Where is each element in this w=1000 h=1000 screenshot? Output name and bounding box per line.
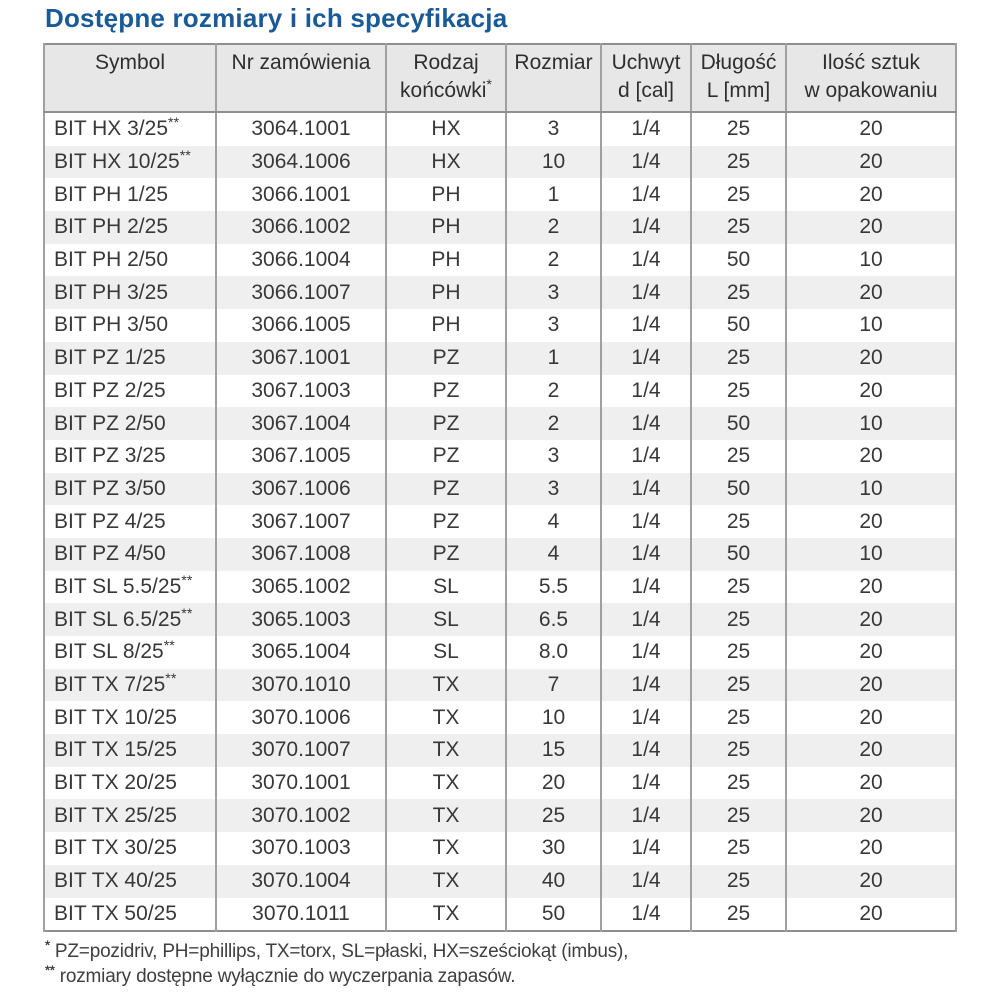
- cell-symbol: BIT TX 10/25: [44, 701, 216, 734]
- cell-size: 10: [506, 701, 601, 734]
- cell-size: 2: [506, 211, 601, 244]
- column-header-tip-type: [386, 44, 506, 112]
- cell-length: 25: [691, 799, 786, 832]
- cell-quantity: 10: [786, 473, 956, 506]
- footnote-1-marker: *: [45, 937, 50, 953]
- cell-length: 25: [691, 603, 786, 636]
- cell-order-number: 3070.1010: [216, 669, 386, 702]
- column-header-tip-type-line1: Rodzaj: [413, 51, 479, 74]
- table-row: [44, 603, 956, 636]
- cell-symbol: BIT TX 40/25: [44, 865, 216, 898]
- cell-symbol: BIT TX 20/25: [44, 767, 216, 800]
- cell-drive: 1/4: [601, 865, 691, 898]
- cell-length: 50: [691, 244, 786, 277]
- cell-quantity: 20: [786, 342, 956, 375]
- cell-length: 25: [691, 767, 786, 800]
- cell-symbol: BIT PZ 2/25: [44, 375, 216, 408]
- cell-symbol-footnote-marker: **: [168, 115, 180, 132]
- cell-drive: 1/4: [601, 799, 691, 832]
- cell-tip-type: TX: [386, 734, 506, 767]
- cell-tip-type: PH: [386, 211, 506, 244]
- column-header-symbol-line1: Symbol: [94, 51, 166, 74]
- table-row: [44, 636, 956, 669]
- column-header-drive-line1: Uchwyt: [611, 51, 681, 74]
- cell-length: 25: [691, 636, 786, 669]
- table-row: [44, 832, 956, 865]
- cell-length: 25: [691, 112, 786, 146]
- cell-size: 40: [506, 865, 601, 898]
- column-header-quantity-line2: w opakowaniu: [804, 79, 938, 102]
- cell-size: 2: [506, 244, 601, 277]
- cell-size: 50: [506, 898, 601, 932]
- cell-symbol: BIT TX 30/25: [44, 832, 216, 865]
- cell-order-number: 3067.1003: [216, 375, 386, 408]
- cell-quantity: 20: [786, 636, 956, 669]
- cell-tip-type: HX: [386, 112, 506, 146]
- cell-tip-type: SL: [386, 636, 506, 669]
- cell-quantity: 20: [786, 701, 956, 734]
- cell-length: 25: [691, 440, 786, 473]
- cell-symbol: BIT TX 25/25: [44, 799, 216, 832]
- footnote-2: [45, 964, 1000, 989]
- cell-quantity: 20: [786, 799, 956, 832]
- cell-order-number: 3070.1006: [216, 701, 386, 734]
- cell-size: 6.5: [506, 603, 601, 636]
- cell-quantity: 20: [786, 734, 956, 767]
- cell-length: 50: [691, 473, 786, 506]
- cell-drive: 1/4: [601, 636, 691, 669]
- cell-drive: 1/4: [601, 505, 691, 538]
- table-header-row: [44, 44, 956, 112]
- cell-drive: 1/4: [601, 178, 691, 211]
- cell-drive: 1/4: [601, 603, 691, 636]
- column-header-size-line1: Rozmiar: [514, 51, 593, 74]
- cell-symbol: BIT TX 7/25**: [44, 669, 216, 702]
- cell-drive: 1/4: [601, 701, 691, 734]
- cell-tip-type: TX: [386, 669, 506, 702]
- cell-quantity: 20: [786, 669, 956, 702]
- cell-size: 2: [506, 375, 601, 408]
- cell-size: 1: [506, 342, 601, 375]
- footnote-1-text: PZ=pozidriv, PH=phillips, TX=torx, SL=płaski, HX=sześciokąt (imbus),: [54, 941, 629, 963]
- cell-quantity: 20: [786, 832, 956, 865]
- cell-quantity: 20: [786, 865, 956, 898]
- cell-symbol: BIT PH 1/25: [44, 178, 216, 211]
- table-row: [44, 571, 956, 604]
- table-row: [44, 309, 956, 342]
- cell-drive: 1/4: [601, 734, 691, 767]
- cell-symbol-footnote-marker: **: [181, 572, 193, 589]
- cell-symbol: BIT HX 3/25**: [44, 112, 216, 146]
- table-row: [44, 112, 956, 146]
- cell-symbol: BIT PZ 4/50: [44, 538, 216, 571]
- cell-size: 3: [506, 440, 601, 473]
- cell-length: 25: [691, 178, 786, 211]
- cell-quantity: 20: [786, 505, 956, 538]
- cell-order-number: 3065.1002: [216, 571, 386, 604]
- cell-quantity: 10: [786, 309, 956, 342]
- cell-drive: 1/4: [601, 767, 691, 800]
- cell-size: 2: [506, 407, 601, 440]
- cell-length: 50: [691, 309, 786, 342]
- table-row: [44, 146, 956, 179]
- cell-size: 5.5: [506, 571, 601, 604]
- table-header: [44, 44, 956, 112]
- cell-size: 10: [506, 146, 601, 179]
- cell-symbol: BIT SL 6.5/25**: [44, 603, 216, 636]
- table-row: [44, 538, 956, 571]
- cell-size: 3: [506, 473, 601, 506]
- cell-tip-type: HX: [386, 146, 506, 179]
- cell-quantity: 20: [786, 440, 956, 473]
- cell-length: 50: [691, 407, 786, 440]
- cell-drive: 1/4: [601, 112, 691, 146]
- cell-symbol: BIT TX 50/25: [44, 898, 216, 932]
- cell-size: 3: [506, 309, 601, 342]
- column-header-order-no-line1: Nr zamówienia: [231, 51, 371, 74]
- column-header-length-line1: Długość: [700, 51, 777, 74]
- cell-length: 25: [691, 276, 786, 309]
- cell-quantity: 20: [786, 571, 956, 604]
- cell-symbol: BIT PZ 3/25: [44, 440, 216, 473]
- table-row: [44, 701, 956, 734]
- table-row: [44, 407, 956, 440]
- cell-tip-type: TX: [386, 799, 506, 832]
- cell-tip-type: TX: [386, 898, 506, 932]
- table-row: [44, 178, 956, 211]
- footnote-2-marker: **: [45, 962, 55, 978]
- cell-symbol: BIT HX 10/25**: [44, 146, 216, 179]
- cell-drive: 1/4: [601, 211, 691, 244]
- cell-order-number: 3066.1001: [216, 178, 386, 211]
- cell-drive: 1/4: [601, 473, 691, 506]
- cell-size: 3: [506, 112, 601, 146]
- cell-order-number: 3066.1005: [216, 309, 386, 342]
- column-header-tip-type-line2: końcówki*: [400, 77, 492, 102]
- cell-length: 25: [691, 734, 786, 767]
- cell-symbol-footnote-marker: **: [181, 605, 193, 622]
- cell-tip-type: PH: [386, 178, 506, 211]
- cell-quantity: 20: [786, 211, 956, 244]
- table-row: [44, 276, 956, 309]
- cell-order-number: 3064.1006: [216, 146, 386, 179]
- cell-length: 25: [691, 146, 786, 179]
- cell-length: 50: [691, 538, 786, 571]
- cell-drive: 1/4: [601, 407, 691, 440]
- cell-drive: 1/4: [601, 309, 691, 342]
- cell-size: 3: [506, 276, 601, 309]
- column-header-size: [506, 44, 601, 112]
- cell-size: 4: [506, 538, 601, 571]
- cell-drive: 1/4: [601, 244, 691, 277]
- cell-order-number: 3067.1001: [216, 342, 386, 375]
- cell-quantity: 20: [786, 276, 956, 309]
- cell-drive: 1/4: [601, 342, 691, 375]
- cell-tip-type: TX: [386, 701, 506, 734]
- cell-symbol: BIT TX 15/25: [44, 734, 216, 767]
- cell-order-number: 3067.1008: [216, 538, 386, 571]
- cell-order-number: 3067.1006: [216, 473, 386, 506]
- cell-quantity: 10: [786, 244, 956, 277]
- cell-tip-type: PZ: [386, 342, 506, 375]
- cell-quantity: 20: [786, 178, 956, 211]
- column-header-length: [691, 44, 786, 112]
- cell-length: 25: [691, 505, 786, 538]
- column-header-drive-line2: d [cal]: [617, 79, 675, 102]
- cell-tip-type: TX: [386, 767, 506, 800]
- spec-table: [43, 43, 957, 932]
- cell-order-number: 3070.1001: [216, 767, 386, 800]
- cell-quantity: 20: [786, 146, 956, 179]
- cell-order-number: 3070.1002: [216, 799, 386, 832]
- table-row: [44, 342, 956, 375]
- column-header-tip-type-footnote-marker: *: [486, 77, 492, 93]
- table-row: [44, 244, 956, 277]
- cell-symbol: BIT PH 2/25: [44, 211, 216, 244]
- cell-drive: 1/4: [601, 276, 691, 309]
- cell-quantity: 10: [786, 407, 956, 440]
- cell-symbol: BIT SL 8/25**: [44, 636, 216, 669]
- footnote-1: [45, 939, 1000, 964]
- cell-tip-type: PZ: [386, 375, 506, 408]
- cell-size: 30: [506, 832, 601, 865]
- cell-length: 25: [691, 342, 786, 375]
- column-header-length-line2: L [mm]: [706, 79, 771, 102]
- cell-drive: 1/4: [601, 669, 691, 702]
- cell-tip-type: PZ: [386, 538, 506, 571]
- cell-length: 25: [691, 701, 786, 734]
- cell-order-number: 3066.1002: [216, 211, 386, 244]
- cell-quantity: 20: [786, 603, 956, 636]
- cell-length: 25: [691, 865, 786, 898]
- cell-size: 25: [506, 799, 601, 832]
- column-header-quantity: [786, 44, 956, 112]
- cell-size: 20: [506, 767, 601, 800]
- footnote-2-text: rozmiary dostępne wyłącznie do wyczerpania zapasów.: [59, 966, 516, 988]
- cell-drive: 1/4: [601, 832, 691, 865]
- cell-tip-type: PH: [386, 244, 506, 277]
- cell-length: 25: [691, 571, 786, 604]
- column-header-drive: [601, 44, 691, 112]
- cell-tip-type: PH: [386, 276, 506, 309]
- cell-order-number: 3065.1003: [216, 603, 386, 636]
- cell-order-number: 3066.1004: [216, 244, 386, 277]
- cell-drive: 1/4: [601, 571, 691, 604]
- cell-symbol: BIT PZ 2/50: [44, 407, 216, 440]
- cell-tip-type: SL: [386, 571, 506, 604]
- table-body: [44, 112, 956, 931]
- table-row: [44, 505, 956, 538]
- table-row: [44, 898, 956, 932]
- cell-symbol: BIT PZ 1/25: [44, 342, 216, 375]
- table-row: [44, 669, 956, 702]
- cell-size: 8.0: [506, 636, 601, 669]
- cell-order-number: 3070.1004: [216, 865, 386, 898]
- cell-order-number: 3065.1004: [216, 636, 386, 669]
- footnotes: [45, 939, 1000, 989]
- cell-symbol: BIT PZ 4/25: [44, 505, 216, 538]
- cell-symbol-footnote-marker: **: [179, 148, 191, 165]
- table-row: [44, 799, 956, 832]
- table-row: [44, 767, 956, 800]
- cell-tip-type: PZ: [386, 473, 506, 506]
- cell-order-number: 3067.1007: [216, 505, 386, 538]
- cell-order-number: 3066.1007: [216, 276, 386, 309]
- cell-quantity: 20: [786, 898, 956, 932]
- cell-symbol-footnote-marker: **: [163, 638, 175, 655]
- cell-symbol: BIT PH 3/50: [44, 309, 216, 342]
- table-row: [44, 375, 956, 408]
- cell-tip-type: TX: [386, 832, 506, 865]
- cell-order-number: 3067.1004: [216, 407, 386, 440]
- cell-size: 1: [506, 178, 601, 211]
- cell-symbol: BIT SL 5.5/25**: [44, 571, 216, 604]
- cell-quantity: 20: [786, 112, 956, 146]
- column-header-quantity-line1: Ilość sztuk: [821, 51, 921, 74]
- cell-order-number: 3070.1011: [216, 898, 386, 932]
- cell-symbol-footnote-marker: **: [165, 671, 177, 688]
- cell-quantity: 20: [786, 375, 956, 408]
- cell-drive: 1/4: [601, 538, 691, 571]
- table-row: [44, 734, 956, 767]
- cell-order-number: 3064.1001: [216, 112, 386, 146]
- cell-length: 25: [691, 375, 786, 408]
- cell-tip-type: PZ: [386, 440, 506, 473]
- cell-length: 25: [691, 669, 786, 702]
- cell-tip-type: PZ: [386, 505, 506, 538]
- cell-tip-type: PH: [386, 309, 506, 342]
- cell-tip-type: TX: [386, 865, 506, 898]
- cell-length: 25: [691, 832, 786, 865]
- cell-length: 25: [691, 211, 786, 244]
- cell-drive: 1/4: [601, 898, 691, 932]
- cell-symbol: BIT PZ 3/50: [44, 473, 216, 506]
- cell-drive: 1/4: [601, 375, 691, 408]
- column-header-order-no: [216, 44, 386, 112]
- cell-symbol: BIT PH 3/25: [44, 276, 216, 309]
- table-row: [44, 440, 956, 473]
- column-header-symbol: [44, 44, 216, 112]
- cell-size: 15: [506, 734, 601, 767]
- cell-size: 7: [506, 669, 601, 702]
- cell-drive: 1/4: [601, 146, 691, 179]
- cell-tip-type: SL: [386, 603, 506, 636]
- cell-order-number: 3067.1005: [216, 440, 386, 473]
- cell-tip-type: PZ: [386, 407, 506, 440]
- cell-order-number: 3070.1003: [216, 832, 386, 865]
- table-row: [44, 473, 956, 506]
- cell-quantity: 10: [786, 538, 956, 571]
- table-row: [44, 211, 956, 244]
- cell-symbol: BIT PH 2/50: [44, 244, 216, 277]
- table-row: [44, 865, 956, 898]
- cell-size: 4: [506, 505, 601, 538]
- cell-quantity: 20: [786, 767, 956, 800]
- page-title: Dostępne rozmiary i ich specyfikacja: [45, 3, 508, 33]
- cell-length: 25: [691, 898, 786, 932]
- cell-order-number: 3070.1007: [216, 734, 386, 767]
- cell-drive: 1/4: [601, 440, 691, 473]
